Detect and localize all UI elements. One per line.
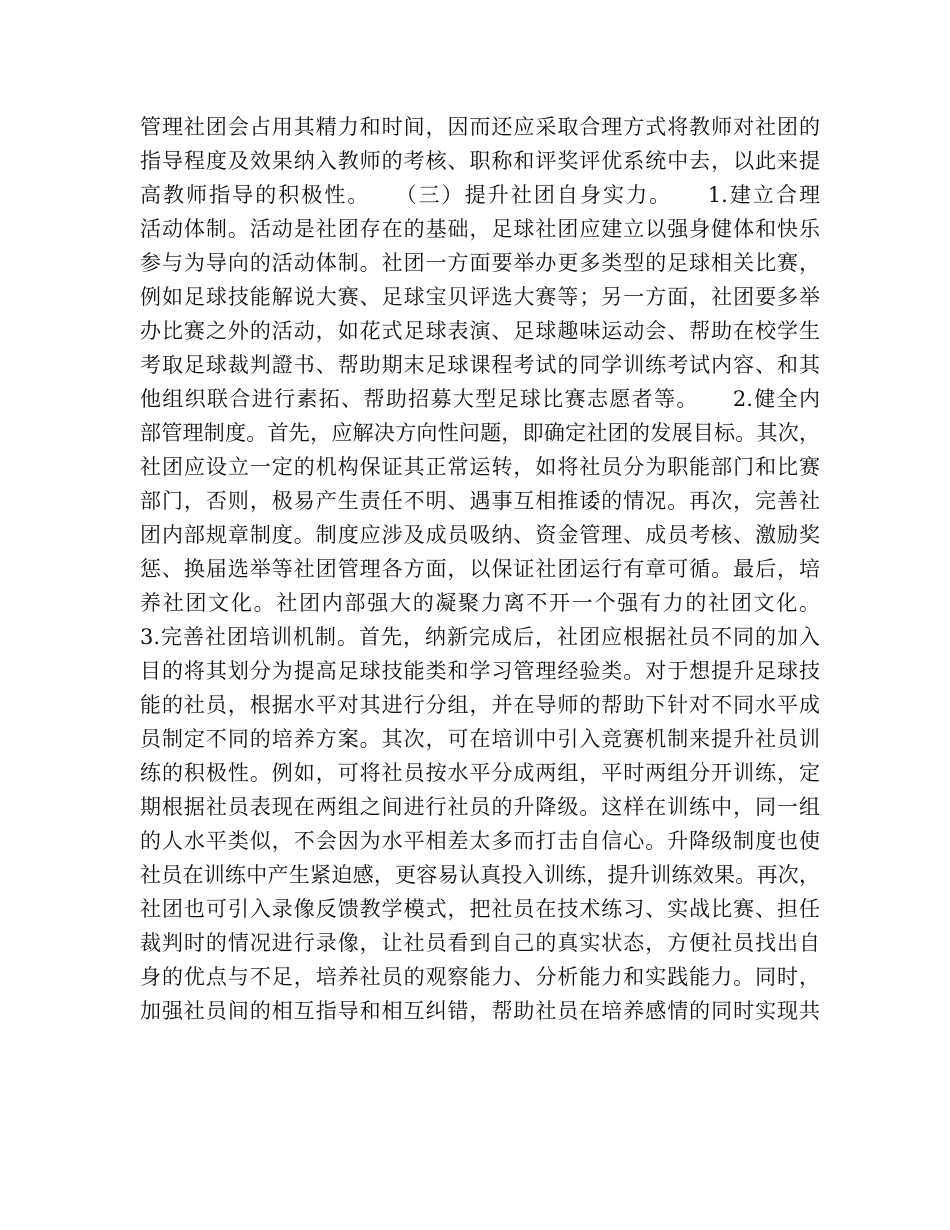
text-line-11: 社团应设立一定的机构保证其正常运转，如将社员分为职能部门和比赛 (140, 455, 820, 479)
text-line-13: 团内部规章制度。制度应涉及成员吸纳、资金管理、成员考核、激励奖 (140, 523, 820, 547)
text-line-9: 他组织联合进行素拓、帮助招募大型足球比赛志愿者等。 2.健全内 (140, 387, 820, 411)
text-line-26: 身的优点与不足，培养社员的观察能力、分析能力和实践能力。同时， (140, 965, 820, 989)
text-line-19: 员制定不同的培养方案。其次，可在培训中引入竞赛机制来提升社员训 (140, 727, 820, 751)
text-line-23: 社员在训练中产生紧迫感，更容易认真投入训练，提升训练效果。再次， (140, 863, 820, 887)
text-line-17: 目的将其划分为提高足球技能类和学习管理经验类。对于想提升足球技 (140, 659, 820, 683)
text-line-15: 养社团文化。社团内部强大的凝聚力离不开一个强有力的社团文化。 (140, 591, 820, 615)
text-line-8: 考取足球裁判證书、帮助期末足球课程考试的同学训练考试内容、和其 (140, 353, 820, 377)
text-line-4: 活动体制。活动是社团存在的基础，足球社团应建立以强身健体和快乐 (140, 217, 820, 241)
text-line-25: 裁判时的情况进行录像，让社员看到自己的真实状态，方便社员找出自 (140, 931, 820, 955)
text-line-7: 办比赛之外的活动，如花式足球表演、足球趣味运动会、帮助在校学生 (140, 319, 820, 343)
text-line-24: 社团也可引入录像反馈教学模式，把社员在技术练习、实战比赛、担任 (140, 897, 820, 921)
text-line-16: 3.完善社团培训机制。首先，纳新完成后，社团应根据社员不同的加入 (140, 625, 820, 649)
text-line-3: 高教师指导的积极性。 （三）提升社团自身实力。 1.建立合理 (140, 183, 820, 207)
text-line-22: 的人水平类似，不会因为水平相差太多而打击自信心。升降级制度也使 (140, 829, 820, 853)
text-line-27: 加强社员间的相互指导和相互纠错，帮助社员在培养感情的同时实现共 (140, 999, 820, 1023)
text-line-20: 练的积极性。例如，可将社员按水平分成两组，平时两组分开训练，定 (140, 761, 820, 785)
text-line-5: 参与为导向的活动体制。社团一方面要举办更多类型的足球相关比赛， (140, 251, 820, 275)
text-line-1: 管理社团会占用其精力和时间，因而还应采取合理方式将教师对社团的 (140, 115, 820, 139)
text-line-18: 能的社员，根据水平对其进行分组，并在导师的帮助下针对不同水平成 (140, 693, 820, 717)
text-line-12: 部门，否则，极易产生责任不明、遇事互相推诿的情况。再次，完善社 (140, 489, 820, 513)
text-line-6: 例如足球技能解说大赛、足球宝贝评选大赛等；另一方面，社团要多举 (140, 285, 820, 309)
text-line-2: 指导程度及效果纳入教师的考核、职称和评奖评优系统中去，以此来提 (140, 149, 820, 173)
text-line-21: 期根据社员表现在两组之间进行社员的升降级。这样在训练中，同一组 (140, 795, 820, 819)
body-text (140, 110, 820, 1028)
text-line-10: 部管理制度。首先，应解决方向性问题，即确定社团的发展目标。其次， (140, 421, 820, 445)
text-line-14: 惩、换届选举等社团管理各方面，以保证社团运行有章可循。最后，培 (140, 557, 820, 581)
